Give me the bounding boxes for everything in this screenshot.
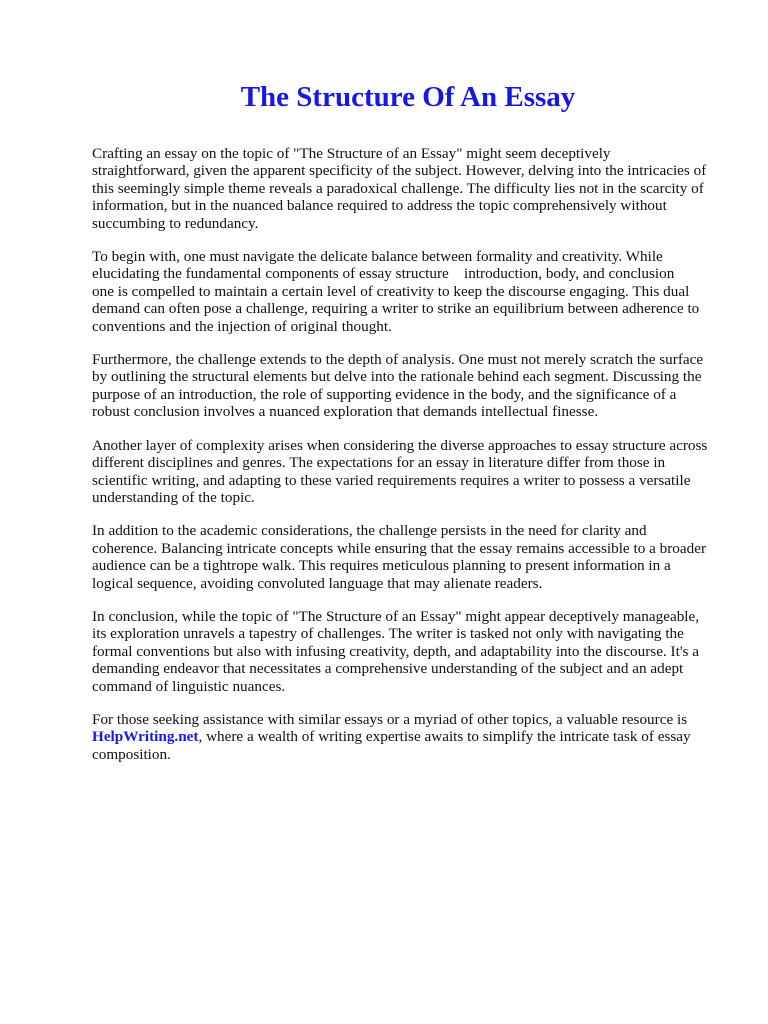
paragraph-line: command of linguistic nuances. (92, 677, 286, 695)
paragraph-line: different disciplines and genres. The expectations for an essay in literature differ from those in (92, 454, 666, 472)
closing-paragraph (92, 711, 732, 763)
page-title: The Structure Of An Essay (240, 81, 576, 113)
paragraph-4 (92, 437, 732, 507)
paragraph-line: demanding endeavor that necessitates a comprehensive understanding of the subject and an adept (92, 660, 684, 678)
paragraph-2 (92, 248, 732, 335)
paragraph-6 (92, 608, 732, 695)
paragraph-line: one is compelled to maintain a certain level of creativity to keep the discourse engaging. This dual (92, 282, 690, 300)
closing-line-1: For those seeking assistance with similar essays or a myriad of other topics, a valuable resource is (92, 710, 688, 728)
paragraph-line: In conclusion, while the topic of "The Structure of an Essay" might appear deceptively manageable, (92, 607, 700, 625)
paragraph-line: succumbing to redundancy. (92, 214, 259, 232)
paragraph-line: demand can often pose a challenge, requiring a writer to strike an equilibrium between adherence to (92, 300, 700, 318)
helpwriting-link[interactable]: HelpWriting.net (92, 728, 199, 746)
paragraph-line: its exploration unravels a tapestry of challenges. The writer is tasked not only with navigating the (92, 625, 684, 643)
closing-line-3: composition. (92, 745, 171, 763)
paragraph-line: formal conventions but also with infusing creativity, depth, and adaptability into the discourse. It's a (92, 642, 700, 660)
paragraph-line: scientific writing, and adapting to these varied requirements requires a writer to possess a versatile (92, 471, 691, 489)
paragraph-line: by outlining the structural elements but delve into the rationale behind each segment. Discussing the (92, 368, 702, 386)
paragraph-line: purpose of an introduction, the role of supporting evidence in the body, and the significance of a (92, 385, 677, 403)
paragraph-line: information, but in the nuanced balance required to address the topic comprehensively without (92, 197, 667, 215)
closing-line-2-rest: , where a wealth of writing expertise awaits to simplify the intricate task of essay (198, 728, 691, 746)
paragraph-line: logical sequence, avoiding convoluted language that may alienate readers. (92, 574, 543, 592)
paragraph-line: To begin with, one must navigate the delicate balance between formality and creativity. While (92, 248, 663, 266)
paragraph-5 (92, 522, 732, 592)
paragraph-line: coherence. Balancing intricate concepts while ensuring that the essay remains accessible to a broader (92, 539, 706, 557)
paragraph-line: straightforward, given the apparent specificity of the subject. However, delving into the intricacies of (92, 162, 707, 180)
paragraph-3 (92, 351, 732, 421)
essay-paragraphs (92, 145, 732, 695)
paragraph-1 (92, 145, 732, 232)
paragraph-line: In addition to the academic considerations, the challenge persists in the need for clarity and (92, 522, 647, 540)
paragraph-line: audience can be a tightrope walk. This requires meticulous planning to present information in a (92, 557, 671, 575)
paragraph-line: robust conclusion involves a nuanced exploration that demands intellectual finesse. (92, 403, 599, 421)
paragraph-line: Crafting an essay on the topic of "The Structure of an Essay" might seem deceptively (92, 145, 611, 162)
paragraph-line: elucidating the fundamental components of essay structure introduction, body, and conclusion (92, 265, 675, 283)
essay-body (92, 145, 732, 779)
closing-line-2 (92, 728, 732, 745)
paragraph-line: conventions and the injection of original thought. (92, 317, 392, 335)
paragraph-line: Another layer of complexity arises when considering the diverse approaches to essay structure across (92, 436, 708, 454)
paragraph-line: understanding of the topic. (92, 488, 255, 506)
paragraph-line: this seemingly simple theme reveals a paradoxical challenge. The difficulty lies not in the scarcity of (92, 179, 704, 197)
paragraph-line: Furthermore, the challenge extends to the depth of analysis. One must not merely scratch the surface (92, 351, 704, 369)
